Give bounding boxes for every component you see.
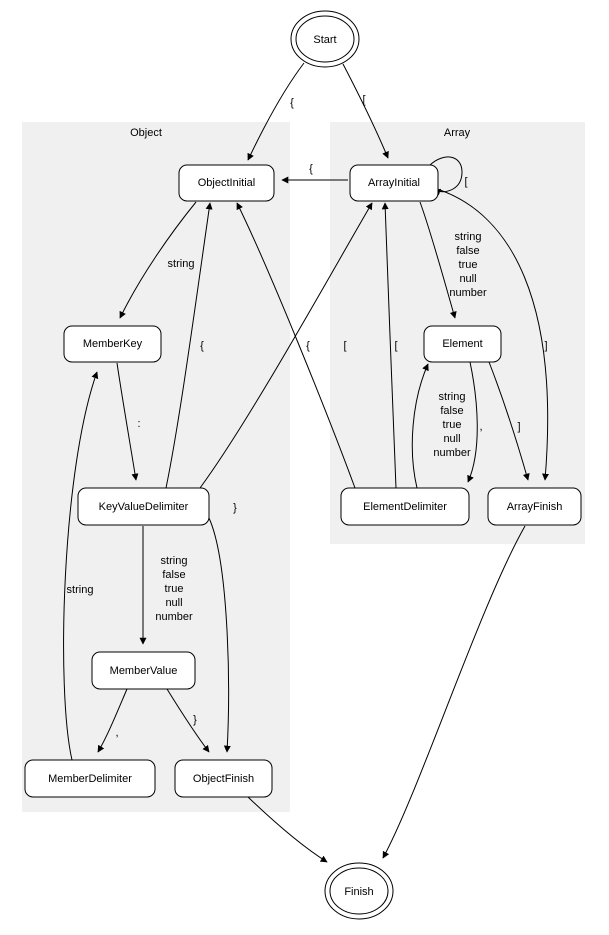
cluster-object-label: Object xyxy=(130,126,162,139)
edge-label-element-elemdelim: , xyxy=(479,420,483,433)
node-memberdelimiter[interactable] xyxy=(25,760,155,797)
node-start[interactable] xyxy=(291,11,359,67)
edge-label-elemdelim-element-line-4: number xyxy=(433,446,471,459)
edge-label-elemdelim-element-line-2: true xyxy=(442,418,462,431)
edge-label-arrayinit-element-line-3: null xyxy=(459,272,477,285)
edge-label-array-self: [ xyxy=(464,175,468,188)
node-keyvaluedelimiter-label: KeyValueDelimiter xyxy=(98,500,189,513)
node-memberdelimiter-label: MemberDelimiter xyxy=(48,772,132,785)
edge-label-elemdelim-objectinit: { xyxy=(306,339,310,352)
edge-label-kvd-membervalue-line-1: false xyxy=(162,568,186,581)
edge-label-elemdelim-element-line-0: string xyxy=(438,390,466,403)
edge-label-arrayinit-element-line-2: true xyxy=(458,258,478,271)
edge-label-arrayinit-element-line-1: false xyxy=(456,244,480,257)
edge-label-elemdelim-element-line-3: null xyxy=(443,432,461,445)
edge-label-arrayinit-element-line-4: number xyxy=(449,286,487,299)
node-objectfinish-label: ObjectFinish xyxy=(192,772,255,785)
node-objectfinish[interactable] xyxy=(175,760,272,797)
edge-label-membervalue-objectfinish: } xyxy=(193,713,197,726)
edge-label-arrayinit-element-line-0: string xyxy=(454,230,482,243)
cluster-object xyxy=(22,122,290,812)
node-elementdelimiter-label: ElementDelimiter xyxy=(363,500,447,513)
node-membervalue-label: MemberValue xyxy=(109,664,178,677)
edge-label-kvd-membervalue-line-0: string xyxy=(160,554,188,567)
edge-label-kvd-objectinit: { xyxy=(200,339,204,352)
node-memberkey-label: MemberKey xyxy=(82,337,143,350)
node-arrayfinish-label: ArrayFinish xyxy=(506,500,563,513)
edge-label-objectinit-memberkey: string xyxy=(167,257,195,270)
node-arrayinitial[interactable] xyxy=(350,165,438,201)
node-finish[interactable] xyxy=(325,863,393,919)
edge-label-elemdelim-arrayinit: [ xyxy=(394,339,398,352)
cluster-object-rect xyxy=(22,122,290,812)
edge-label-arrayfinish-bracket: ] xyxy=(544,339,548,352)
edge-label-array-to-object: { xyxy=(309,162,313,175)
edge-label-start-object: { xyxy=(290,96,294,109)
edge-label-kvd-membervalue-line-3: null xyxy=(165,596,183,609)
node-element[interactable] xyxy=(424,326,501,362)
edge-label-kvd-arrayinit: [ xyxy=(343,339,347,352)
cluster-array-label: Array xyxy=(443,126,471,139)
node-element-label: Element xyxy=(442,337,483,350)
node-finish-label: Finish xyxy=(344,885,374,898)
node-memberkey[interactable] xyxy=(64,326,161,362)
edge-label-kvd-membervalue-line-2: true xyxy=(164,582,184,595)
node-arrayinitial-label: ArrayInitial xyxy=(368,176,420,189)
node-start-label: Start xyxy=(313,33,337,46)
edge-label-start-array: [ xyxy=(362,93,366,106)
edge-label-element-arrayfinish: ] xyxy=(517,420,521,433)
node-keyvaluedelimiter[interactable] xyxy=(78,488,209,525)
edge-label-memberdelim-memberkey: string xyxy=(66,583,94,596)
edge-label-membervalue-memberdelim: , xyxy=(115,726,119,739)
edge-label-kvd-membervalue-line-4: number xyxy=(155,610,193,623)
edge-arrayfinish-to-finish xyxy=(383,526,525,858)
node-objectinitial[interactable] xyxy=(179,165,274,201)
node-objectinitial-label: ObjectInitial xyxy=(197,176,256,189)
edge-label-memberkey-kvd: : xyxy=(137,417,141,430)
edge-label-kvd-objectfinish: } xyxy=(233,501,237,514)
edge-label-elemdelim-element-line-1: false xyxy=(440,404,464,417)
node-arrayfinish[interactable] xyxy=(488,488,581,525)
node-elementdelimiter[interactable] xyxy=(341,488,469,525)
node-membervalue[interactable] xyxy=(92,652,195,689)
